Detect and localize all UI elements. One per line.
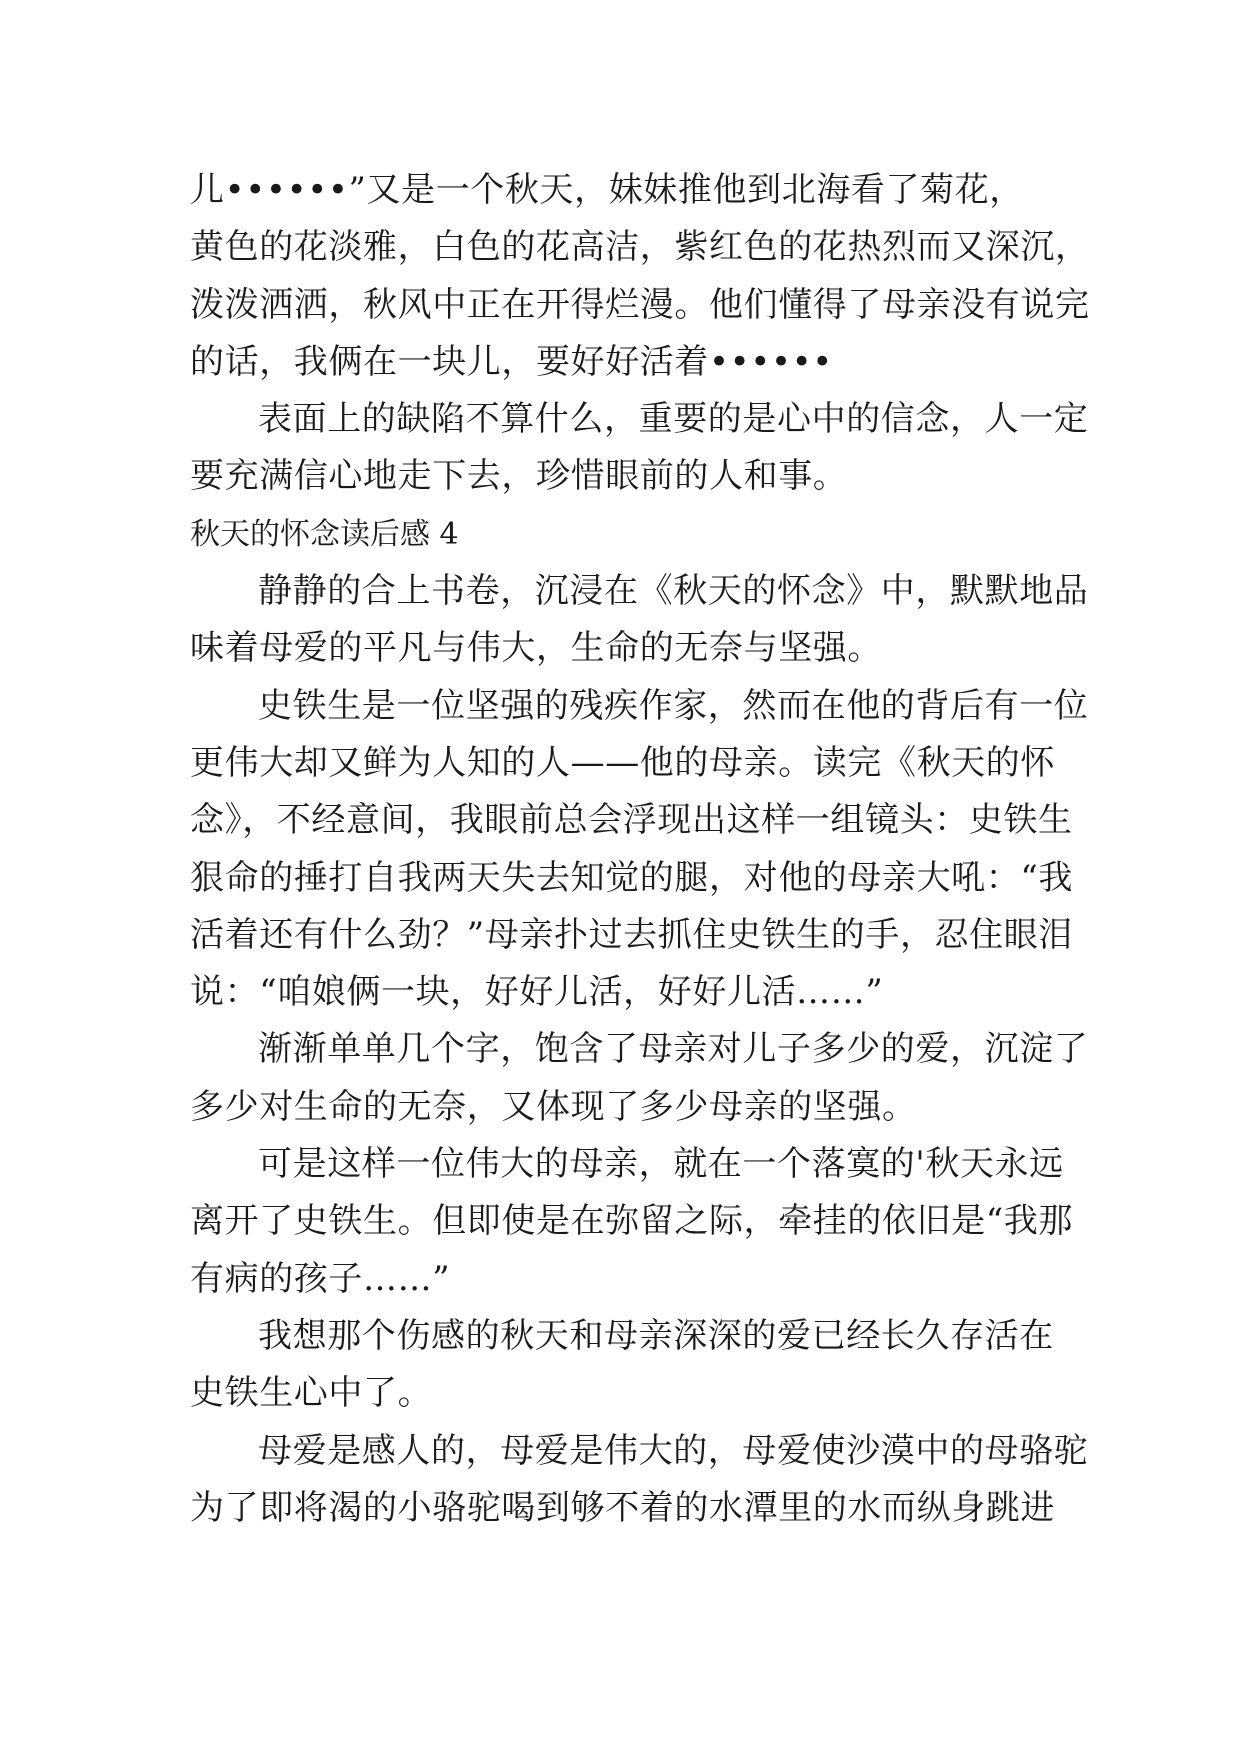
paragraph-line: 多少对生命的无奈，又体现了多少母亲的坚强。 <box>190 1086 917 1127</box>
paragraph-2 <box>190 391 1089 506</box>
paragraph-line: 儿••••••”又是一个秋天，妹妹推他到北海看了菊花， <box>190 170 1024 210</box>
paragraph-line: 母爱是感人的，母爱是伟大的，母爱使沙漠中的母骆驼 <box>258 1430 1089 1471</box>
paragraph-6 <box>190 1136 1073 1308</box>
paragraph-4 <box>190 678 1089 1022</box>
paragraph-line: 静静的合上书卷，沉浸在《秋天的怀念》中，默默地品 <box>258 571 1089 612</box>
paragraph-line: 说：“咱娘俩一块，好好儿活，好好儿活……” <box>190 972 884 1013</box>
paragraph-line: 离开了史铁生。但即使是在弥留之际，牵挂的依旧是“我那 <box>190 1201 1073 1242</box>
paragraph-line: 渐渐单单几个字，饱含了母亲对儿子多少的爱，沉淀了 <box>258 1029 1089 1070</box>
paragraph-1 <box>190 162 1090 391</box>
paragraph-5 <box>190 1021 1089 1136</box>
paragraph-line: 史铁生是一位坚强的残疾作家，然而在他的背后有一位 <box>258 685 1089 726</box>
paragraph-line: 泼泼洒洒，秋风中正在开得烂漫。他们懂得了母亲没有说完 <box>190 284 1090 325</box>
paragraph-line: 表面上的缺陷不算什么，重要的是心中的信念，人一定 <box>258 399 1089 440</box>
paragraph-line: 我想那个伤感的秋天和母亲深深的爱已经长久存活在 <box>258 1315 1054 1356</box>
section-heading <box>190 506 1050 563</box>
paragraph-line: 狠命的捶打自我两天失去知觉的腿，对他的母亲大吼：“我 <box>190 857 1073 898</box>
paragraph-line: 的话，我俩在一块儿，要好好活着•••••• <box>190 341 833 382</box>
paragraph-line: 黄色的花淡雅，白色的花高洁，紫红色的花热烈而又深沉， <box>190 227 1090 268</box>
paragraph-7 <box>190 1308 1054 1423</box>
paragraph-line: 味着母爱的平凡与伟大，生命的无奈与坚强。 <box>190 628 882 669</box>
paragraph-line: 可是这样一位伟大的母亲，就在一个落寞的'秋天永远 <box>258 1144 1064 1185</box>
paragraph-line: 要充满信心地走下去，珍惜眼前的人和事。 <box>190 456 848 497</box>
paragraph-3 <box>190 563 1089 678</box>
heading-text: 秋天的怀念读后感 4 <box>190 516 459 552</box>
paragraph-line: 为了即将渴的小骆驼喝到够不着的水潭里的水而纵身跳进 <box>190 1487 1055 1528</box>
paragraph-line: 有病的孩子……” <box>190 1258 451 1299</box>
paragraph-line: 更伟大却又鲜为人知的人——他的母亲。读完《秋天的怀 <box>190 742 1055 783</box>
paragraph-line: 念》，不经意间，我眼前总会浮现出这样一组镜头：史铁生 <box>190 800 1073 841</box>
paragraph-8 <box>190 1423 1089 1538</box>
paragraph-line: 史铁生心中了。 <box>190 1373 433 1414</box>
document-body <box>190 162 1090 1537</box>
paragraph-line: 活着还有什么劲？”母亲扑过去抓住史铁生的手，忍住眼泪 <box>190 914 1073 955</box>
